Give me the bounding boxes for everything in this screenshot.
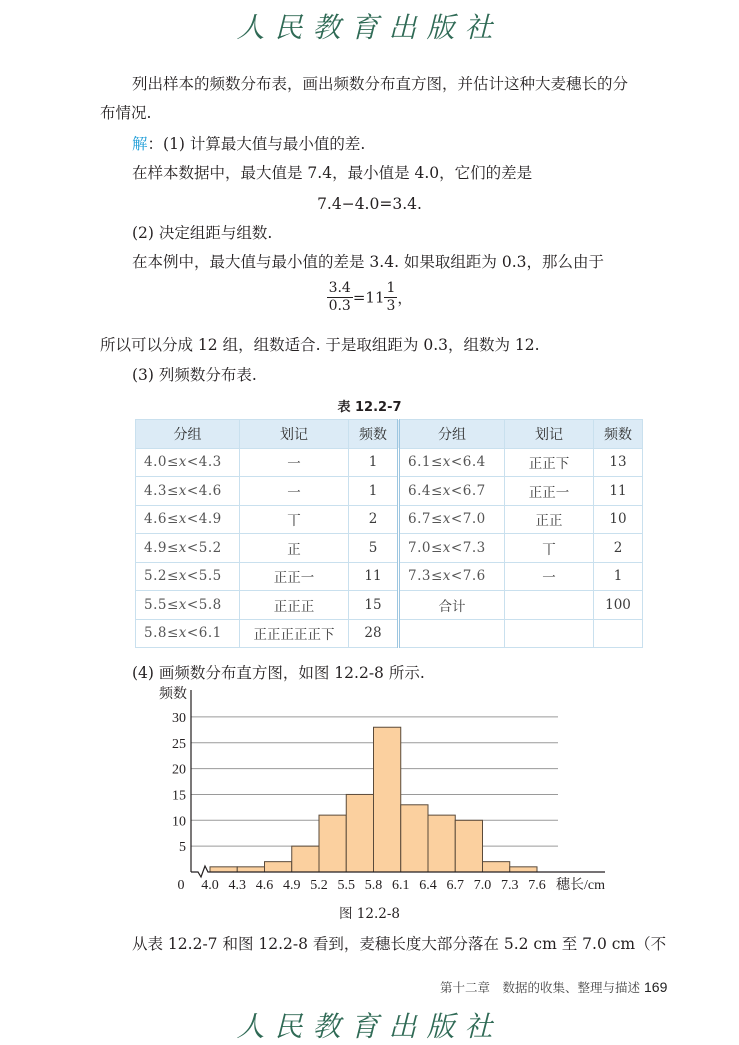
- histogram-bar: [428, 815, 455, 872]
- x-tick-label: 5.5: [337, 878, 355, 893]
- frequency-count: 15: [349, 591, 399, 620]
- table-row: [136, 619, 643, 648]
- table-row: [136, 591, 643, 620]
- histogram-bar: [346, 794, 373, 872]
- tally-mark: 丅: [505, 534, 594, 563]
- tally-mark: 正: [240, 534, 349, 563]
- frequency-count: 2: [594, 534, 643, 563]
- y-tick-label: 20: [172, 762, 186, 778]
- group-range: 5.8≤x<6.1: [136, 619, 240, 648]
- header-group: 分组: [399, 420, 505, 449]
- histogram-bar: [237, 867, 264, 872]
- total-tally: [505, 591, 594, 620]
- table-caption: 表 12.2-7: [337, 400, 402, 415]
- x-tick-label: 6.1: [392, 878, 410, 893]
- group-range: 6.4≤x<6.7: [399, 477, 505, 506]
- step-2-text: 在本例中，最大值与最小值的差是 3.4. 如果取组距为 0.3，那么由于: [132, 253, 605, 271]
- histogram-bar: [319, 815, 346, 872]
- x-axis-label: 穗长/cm: [556, 878, 605, 893]
- intro-line-1: 列出样本的频数分布表，画出频数分布直方图，并估计这种大麦穗长的分: [132, 75, 629, 93]
- histogram-bar: [455, 820, 482, 872]
- closing-text: 从表 12.2-7 和图 12.2-8 看到，麦穗长度大部分落在 5.2 cm 至 7.0 cm（不: [132, 935, 667, 953]
- group-range: 5.2≤x<5.5: [136, 562, 240, 591]
- y-tick-label: 10: [172, 814, 186, 830]
- empty-cell: [505, 619, 594, 648]
- x-tick-label: 4.9: [283, 878, 301, 893]
- y-axis-label: 频数: [159, 687, 187, 702]
- origin-label: 0: [177, 878, 185, 893]
- tally-mark: 正正一: [505, 477, 594, 506]
- step-3-title: (3) 列频数分布表.: [132, 366, 257, 384]
- table-row: [136, 448, 643, 477]
- group-range: 6.1≤x<6.4: [399, 448, 505, 477]
- mixed-fraction: $\frac{1}{3}$: [386, 280, 396, 314]
- step-2-title: (2) 决定组距与组数.: [132, 224, 273, 242]
- header-group: 分组: [136, 420, 240, 449]
- histogram-bar: [483, 862, 510, 872]
- header-count: 频数: [349, 420, 399, 449]
- header-count: 频数: [594, 420, 643, 449]
- group-range: 5.5≤x<5.8: [136, 591, 240, 620]
- frequency-count: 13: [594, 448, 643, 477]
- empty-cell: [399, 619, 505, 648]
- chapter-title: 第十二章 数据的收集、整理与描述: [440, 980, 641, 995]
- x-tick-label: 5.8: [364, 878, 383, 893]
- y-tick-label: 15: [172, 788, 186, 804]
- page-footer: [440, 978, 667, 996]
- fraction: $\frac{3.4}{0.3}$: [328, 280, 351, 314]
- group-range: 7.3≤x<7.6: [399, 562, 505, 591]
- histogram-bar: [374, 727, 401, 872]
- total-count: 100: [594, 591, 643, 620]
- x-tick-label: 4.0: [201, 878, 219, 893]
- group-range: 4.0≤x<4.3: [136, 448, 240, 477]
- solution-label: 解: [132, 135, 148, 153]
- x-tick-label: 5.2: [310, 878, 328, 893]
- y-tick-label: 5: [179, 840, 186, 856]
- step-1-title: ：(1) 计算最大值与最小值的差.: [147, 135, 366, 153]
- x-tick-label: 7.3: [501, 878, 519, 893]
- group-range: 6.7≤x<7.0: [399, 505, 505, 534]
- table-row: [136, 534, 643, 563]
- tally-mark: 正正: [505, 505, 594, 534]
- tally-mark: 正正正: [240, 591, 349, 620]
- empty-cell: [594, 619, 643, 648]
- frequency-count: 28: [349, 619, 399, 648]
- step-4-title: (4) 画频数分布直方图，如图 12.2-8 所示.: [132, 664, 425, 682]
- frequency-count: 1: [349, 477, 399, 506]
- tally-mark: 正正正正正下: [240, 619, 349, 648]
- frequency-table: [135, 419, 643, 648]
- publisher-logo-footer: 人民教育出版社: [236, 1010, 503, 1043]
- frequency-count: 11: [594, 477, 643, 506]
- group-range: 4.3≤x<4.6: [136, 477, 240, 506]
- frequency-count: 1: [349, 448, 399, 477]
- table-row: [136, 477, 643, 506]
- step-1-text: 在样本数据中，最大值是 7.4，最小值是 4.0，它们的差是: [132, 164, 533, 182]
- tally-mark: 正正下: [505, 448, 594, 477]
- tally-mark: 一: [505, 562, 594, 591]
- tally-mark: 丅: [240, 505, 349, 534]
- histogram-bar: [292, 846, 319, 872]
- step-2-formula: $\frac{3.4}{0.3}$ =11 $\frac{1}{3}$ ，: [328, 280, 413, 314]
- histogram-bar: [265, 862, 292, 872]
- step-1-formula: 7.4−4.0=3.4.: [317, 195, 422, 213]
- step-1-heading: [132, 133, 365, 155]
- page-number: 169: [644, 979, 668, 995]
- x-tick-label: 4.6: [255, 878, 274, 893]
- x-tick-label: 7.6: [528, 878, 546, 893]
- publisher-logo-header: 人民教育出版社: [236, 11, 503, 44]
- tally-mark: 正正一: [240, 562, 349, 591]
- x-tick-label: 6.7: [446, 878, 464, 893]
- histogram-bar: [401, 805, 428, 872]
- table-row: [136, 505, 643, 534]
- x-tick-label: 6.4: [419, 878, 437, 893]
- y-tick-label: 30: [172, 710, 186, 726]
- header-tally: 划记: [240, 420, 349, 449]
- table-row: [136, 562, 643, 591]
- x-axis-with-break: [191, 866, 605, 877]
- intro-line-2: 布情况.: [100, 104, 152, 122]
- group-range: 7.0≤x<7.3: [399, 534, 505, 563]
- frequency-count: 2: [349, 505, 399, 534]
- x-tick-label: 7.0: [473, 878, 492, 893]
- frequency-count: 11: [349, 562, 399, 591]
- header-tally: 划记: [505, 420, 594, 449]
- group-range: 4.6≤x<4.9: [136, 505, 240, 534]
- tally-mark: 一: [240, 477, 349, 506]
- total-label: 合计: [399, 591, 505, 620]
- table-header-row: [136, 420, 643, 449]
- y-tick-label: 25: [172, 736, 186, 752]
- tally-mark: 一: [240, 448, 349, 477]
- frequency-count: 10: [594, 505, 643, 534]
- x-tick-label: 4.3: [228, 878, 246, 893]
- frequency-count: 5: [349, 534, 399, 563]
- frequency-count: 1: [594, 562, 643, 591]
- figure-caption: 图 12.2-8: [338, 906, 400, 922]
- step-2-conclusion: 所以可以分成 12 组，组数适合. 于是取组距为 0.3，组数为 12.: [100, 336, 540, 354]
- group-range: 4.9≤x<5.2: [136, 534, 240, 563]
- histogram-bar: [210, 867, 237, 872]
- histogram-bar: [510, 867, 537, 872]
